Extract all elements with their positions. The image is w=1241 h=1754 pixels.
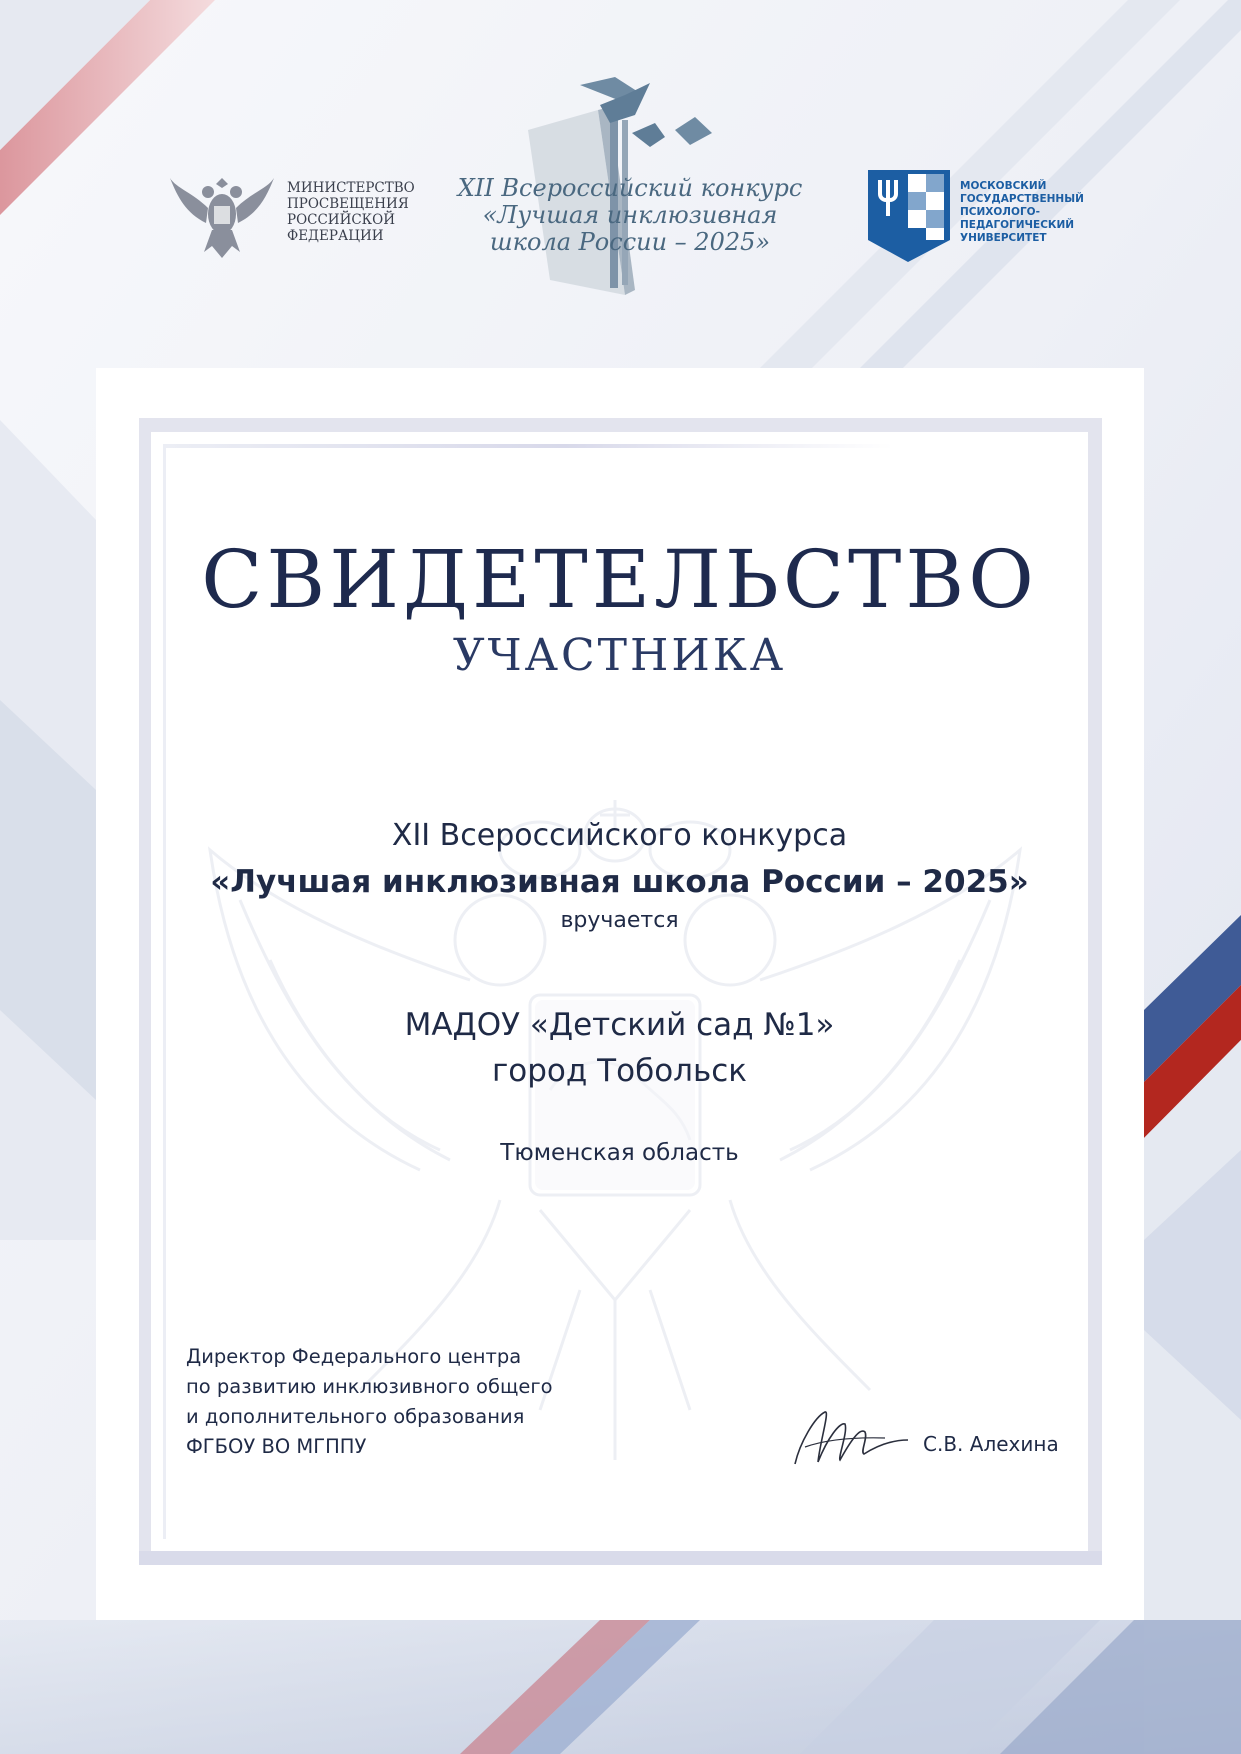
top-rule-divider [163, 444, 893, 448]
director-line: ФГБОУ ВО МГППУ [186, 1435, 367, 1458]
ministry-line: ФЕДЕРАЦИИ [287, 228, 384, 244]
director-line: по развитию инклюзивного общего [186, 1375, 553, 1398]
contest-name-line1: XII Всероссийского конкурса [391, 818, 848, 853]
contest-logo-text [450, 175, 810, 256]
psi-checkered-shield-icon [868, 170, 950, 262]
frame-bottom-strip [139, 1551, 1102, 1565]
contest-logo-line: школа России – 2025» [489, 228, 771, 256]
handwritten-signature-icon [790, 1402, 910, 1472]
university-line: ПЕДАГОГИЧЕСКИЙ [960, 219, 1075, 231]
university-line: ПСИХОЛОГО- [960, 206, 1040, 218]
double-headed-eagle-emblem-icon [168, 168, 276, 260]
ministry-line: МИНИСТЕРСТВО [287, 180, 415, 196]
contest-logo-line: «Лучшая инклюзивная [482, 201, 778, 229]
director-title [186, 1342, 606, 1462]
ministry-line: РОССИЙСКОЙ [287, 212, 395, 228]
director-line: и дополнительного образования [186, 1405, 525, 1428]
university-line: ГОСУДАРСТВЕННЫЙ [960, 193, 1084, 205]
organization-city: город Тобольск [491, 1053, 748, 1089]
university-name [960, 180, 1100, 245]
university-logo [868, 170, 1098, 262]
ministry-logo [168, 168, 418, 260]
university-line: УНИВЕРСИТЕТ [960, 232, 1047, 244]
certificate-title: СВИДЕТЕЛЬСТВО [201, 533, 1038, 626]
region-name: Тюменская область [500, 1140, 739, 1166]
contest-logo-line: XII Всероссийский конкурс [457, 174, 803, 202]
signer-name: С.В. Алехина [923, 1432, 1059, 1456]
organization-name: МАДОУ «Детский сад №1» [404, 1007, 835, 1043]
ministry-name [287, 180, 422, 244]
contest-logo [450, 75, 810, 300]
director-line: Директор Федерального центра [186, 1345, 522, 1368]
awarded-text: вручается [560, 908, 679, 933]
contest-name-line2: «Лучшая инклюзивная школа России – 2025» [210, 864, 1029, 900]
certificate-subtitle: УЧАСТНИКА [452, 630, 787, 681]
ministry-line: ПРОСВЕЩЕНИЯ [287, 196, 409, 212]
university-line: МОСКОВСКИЙ [960, 180, 1047, 192]
